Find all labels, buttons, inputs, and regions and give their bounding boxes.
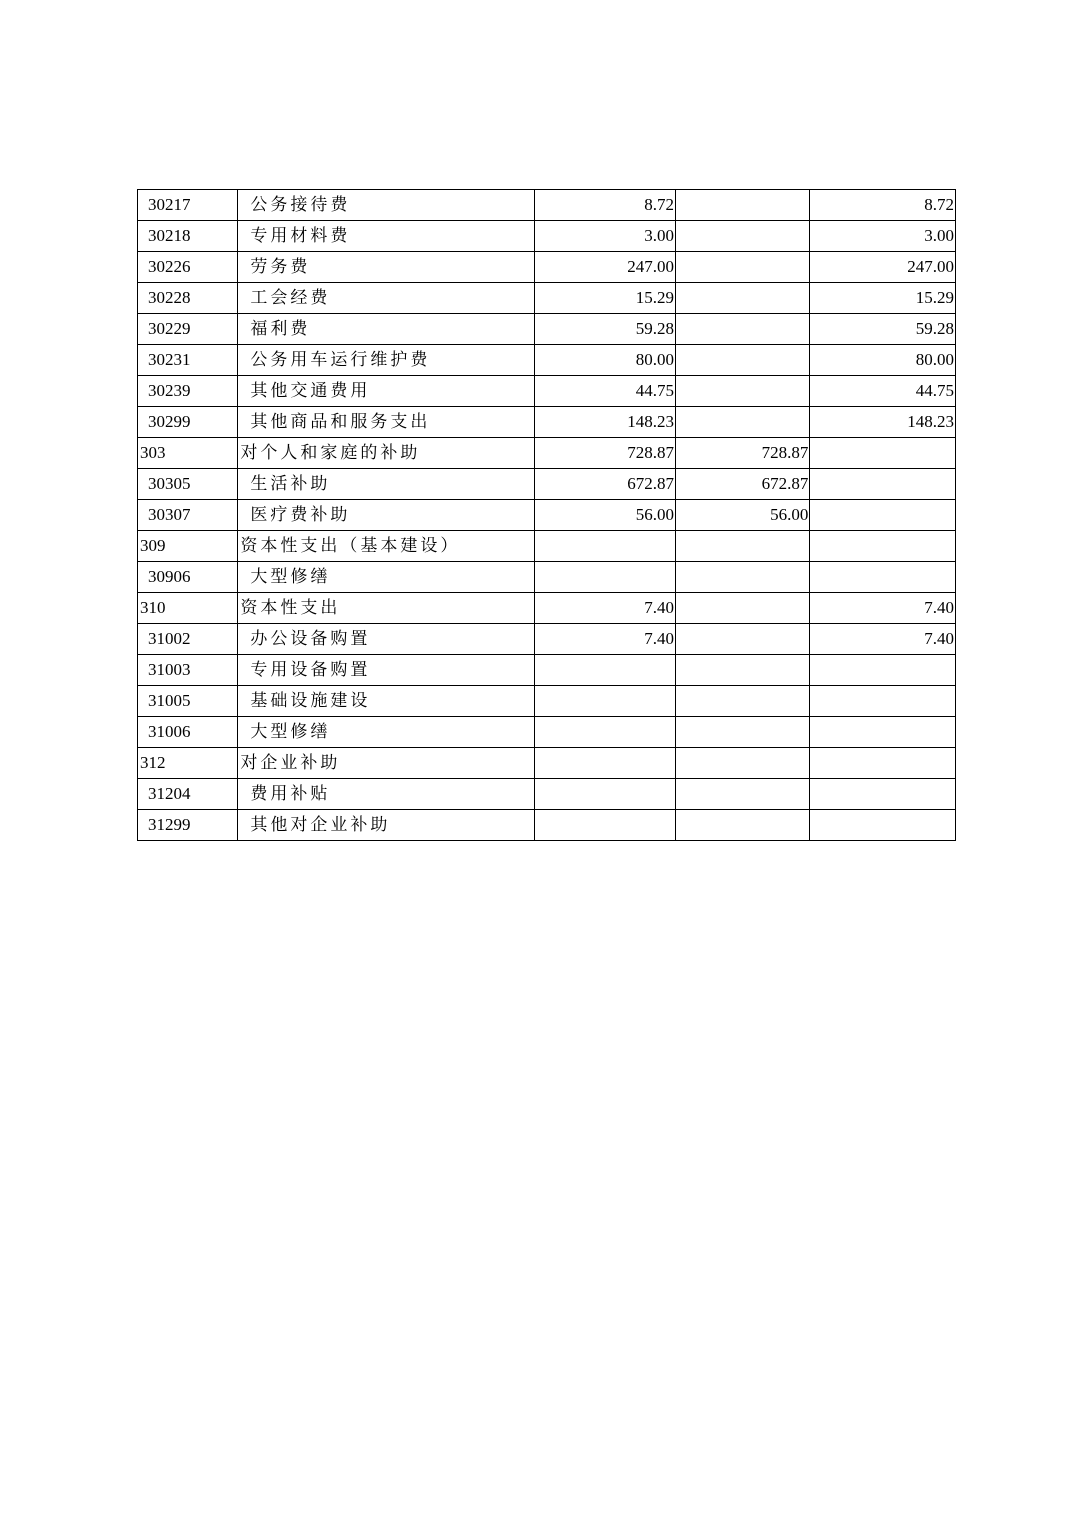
economic-class-name-cell: 费用补贴: [238, 779, 535, 810]
table-row: [138, 717, 956, 748]
economic-class-name-cell: 专用设备购置: [238, 655, 535, 686]
table-row: [138, 686, 956, 717]
table-row: [138, 252, 956, 283]
basic-expenditure-amount-cell: [675, 779, 809, 810]
basic-expenditure-amount-cell: [675, 221, 809, 252]
basic-expenditure-amount-cell: [675, 624, 809, 655]
project-expenditure-amount-cell: [810, 562, 956, 593]
economic-class-code-cell: 312: [138, 748, 238, 779]
economic-class-name-cell: 医疗费补助: [238, 500, 535, 531]
economic-class-code-cell: 30217: [138, 190, 238, 221]
total-amount-cell: 3.00: [535, 221, 676, 252]
total-amount-cell: [535, 686, 676, 717]
basic-expenditure-amount-cell: [675, 252, 809, 283]
economic-class-name-cell: 公务接待费: [238, 190, 535, 221]
project-expenditure-amount-cell: 15.29: [810, 283, 956, 314]
total-amount-cell: 672.87: [535, 469, 676, 500]
table-row: [138, 283, 956, 314]
table-row: [138, 376, 956, 407]
economic-class-code-cell: 31299: [138, 810, 238, 841]
economic-class-name-cell: 其他商品和服务支出: [238, 407, 535, 438]
total-amount-cell: 15.29: [535, 283, 676, 314]
project-expenditure-amount-cell: 7.40: [810, 593, 956, 624]
project-expenditure-amount-cell: [810, 779, 956, 810]
total-amount-cell: 44.75: [535, 376, 676, 407]
economic-class-code-cell: 30299: [138, 407, 238, 438]
economic-class-code-cell: 30228: [138, 283, 238, 314]
basic-expenditure-amount-cell: [675, 407, 809, 438]
economic-class-name-cell: 福利费: [238, 314, 535, 345]
economic-class-name-cell: 其他交通费用: [238, 376, 535, 407]
project-expenditure-amount-cell: [810, 655, 956, 686]
project-expenditure-amount-cell: [810, 686, 956, 717]
total-amount-cell: 728.87: [535, 438, 676, 469]
table-row: [138, 190, 956, 221]
economic-class-code-cell: 30229: [138, 314, 238, 345]
economic-class-code-cell: 31204: [138, 779, 238, 810]
economic-class-code-cell: 31002: [138, 624, 238, 655]
table-row: [138, 779, 956, 810]
total-amount-cell: 56.00: [535, 500, 676, 531]
basic-expenditure-amount-cell: [675, 376, 809, 407]
basic-expenditure-amount-cell: [675, 562, 809, 593]
basic-expenditure-amount-cell: 728.87: [675, 438, 809, 469]
project-expenditure-amount-cell: 148.23: [810, 407, 956, 438]
total-amount-cell: [535, 779, 676, 810]
basic-expenditure-amount-cell: 56.00: [675, 500, 809, 531]
table-row: [138, 500, 956, 531]
table-row: [138, 562, 956, 593]
project-expenditure-amount-cell: [810, 469, 956, 500]
project-expenditure-amount-cell: 59.28: [810, 314, 956, 345]
table-row: [138, 748, 956, 779]
total-amount-cell: 80.00: [535, 345, 676, 376]
project-expenditure-amount-cell: [810, 438, 956, 469]
total-amount-cell: 247.00: [535, 252, 676, 283]
table-row: [138, 531, 956, 562]
economic-class-name-cell: 大型修缮: [238, 562, 535, 593]
economic-class-name-cell: 对个人和家庭的补助: [238, 438, 535, 469]
project-expenditure-amount-cell: 3.00: [810, 221, 956, 252]
total-amount-cell: [535, 655, 676, 686]
economic-class-name-cell: 基础设施建设: [238, 686, 535, 717]
economic-class-name-cell: 其他对企业补助: [238, 810, 535, 841]
table-body: [138, 190, 956, 841]
total-amount-cell: [535, 562, 676, 593]
project-expenditure-amount-cell: [810, 717, 956, 748]
economic-class-code-cell: 31005: [138, 686, 238, 717]
basic-expenditure-amount-cell: [675, 190, 809, 221]
table-row: [138, 221, 956, 252]
table-row: [138, 407, 956, 438]
project-expenditure-amount-cell: 80.00: [810, 345, 956, 376]
project-expenditure-amount-cell: [810, 531, 956, 562]
budget-expenditure-table: [137, 189, 956, 841]
economic-class-code-cell: 30231: [138, 345, 238, 376]
table-row: [138, 469, 956, 500]
project-expenditure-amount-cell: [810, 810, 956, 841]
total-amount-cell: 8.72: [535, 190, 676, 221]
basic-expenditure-amount-cell: [675, 717, 809, 748]
economic-class-name-cell: 资本性支出（基本建设）: [238, 531, 535, 562]
basic-expenditure-amount-cell: [675, 314, 809, 345]
table-row: [138, 655, 956, 686]
total-amount-cell: 7.40: [535, 624, 676, 655]
economic-class-code-cell: 31003: [138, 655, 238, 686]
economic-class-code-cell: 309: [138, 531, 238, 562]
basic-expenditure-amount-cell: [675, 748, 809, 779]
economic-class-code-cell: 30218: [138, 221, 238, 252]
economic-class-name-cell: 工会经费: [238, 283, 535, 314]
basic-expenditure-amount-cell: [675, 283, 809, 314]
table-row: [138, 345, 956, 376]
basic-expenditure-amount-cell: [675, 686, 809, 717]
economic-class-code-cell: 30307: [138, 500, 238, 531]
basic-expenditure-amount-cell: [675, 345, 809, 376]
project-expenditure-amount-cell: [810, 748, 956, 779]
economic-class-code-cell: 30239: [138, 376, 238, 407]
project-expenditure-amount-cell: 7.40: [810, 624, 956, 655]
economic-class-name-cell: 专用材料费: [238, 221, 535, 252]
economic-class-name-cell: 对企业补助: [238, 748, 535, 779]
basic-expenditure-amount-cell: [675, 655, 809, 686]
basic-expenditure-amount-cell: [675, 810, 809, 841]
economic-class-code-cell: 310: [138, 593, 238, 624]
basic-expenditure-amount-cell: 672.87: [675, 469, 809, 500]
project-expenditure-amount-cell: 247.00: [810, 252, 956, 283]
economic-class-name-cell: 资本性支出: [238, 593, 535, 624]
economic-class-code-cell: 30226: [138, 252, 238, 283]
basic-expenditure-amount-cell: [675, 531, 809, 562]
table-row: [138, 314, 956, 345]
project-expenditure-amount-cell: 44.75: [810, 376, 956, 407]
economic-class-name-cell: 生活补助: [238, 469, 535, 500]
basic-expenditure-amount-cell: [675, 593, 809, 624]
total-amount-cell: [535, 748, 676, 779]
total-amount-cell: [535, 717, 676, 748]
total-amount-cell: 7.40: [535, 593, 676, 624]
economic-class-name-cell: 公务用车运行维护费: [238, 345, 535, 376]
economic-class-code-cell: 30305: [138, 469, 238, 500]
table-row: [138, 593, 956, 624]
table-row: [138, 624, 956, 655]
economic-class-code-cell: 30906: [138, 562, 238, 593]
table-row: [138, 438, 956, 469]
economic-class-code-cell: 31006: [138, 717, 238, 748]
economic-class-code-cell: 303: [138, 438, 238, 469]
project-expenditure-amount-cell: [810, 500, 956, 531]
total-amount-cell: 59.28: [535, 314, 676, 345]
economic-class-name-cell: 大型修缮: [238, 717, 535, 748]
project-expenditure-amount-cell: 8.72: [810, 190, 956, 221]
total-amount-cell: 148.23: [535, 407, 676, 438]
economic-class-name-cell: 劳务费: [238, 252, 535, 283]
total-amount-cell: [535, 531, 676, 562]
total-amount-cell: [535, 810, 676, 841]
table-row: [138, 810, 956, 841]
economic-class-name-cell: 办公设备购置: [238, 624, 535, 655]
